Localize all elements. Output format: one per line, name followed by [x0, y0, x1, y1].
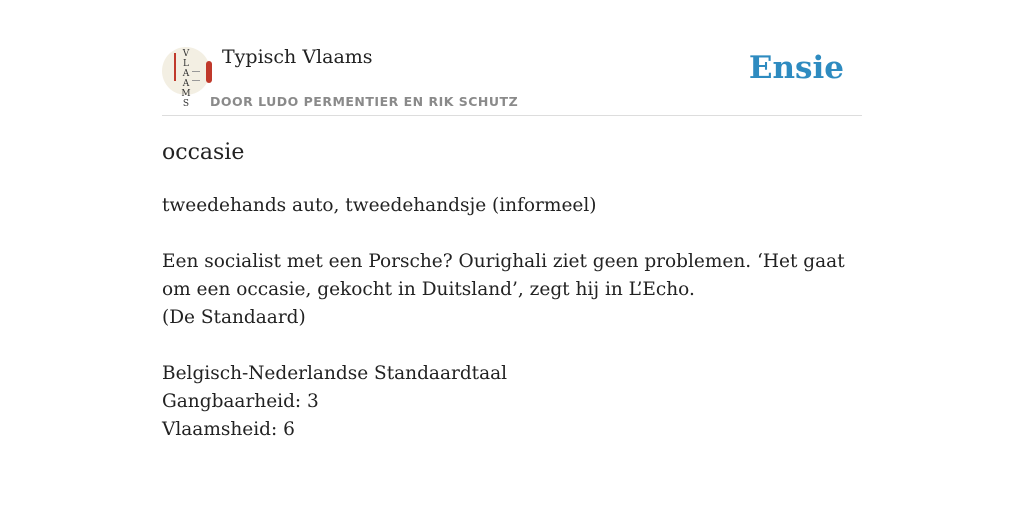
- book-cover-logo-icon[interactable]: [162, 47, 210, 109]
- entry-example: Een socialist met een Porsche? Ourighali ziet geen problemen. ‘Het gaat om een occasie, gekocht in Duitsland’, zegt hij in L’Echo.: [162, 251, 845, 300]
- logo-red-edge: [206, 61, 212, 83]
- authors-byline: DOOR LUDO PERMENTIER EN RIK SCHUTZ: [210, 94, 519, 109]
- site-title[interactable]: Typisch Vlaams: [222, 46, 373, 68]
- ensie-brand-logo[interactable]: Ensie: [748, 50, 844, 86]
- vlaamsheid-score: Vlaamsheid: 6: [162, 419, 295, 440]
- entry-headword: occasie: [162, 140, 245, 165]
- logo-text-lines: [192, 71, 200, 81]
- gangbaarheid-score: Gangbaarheid: 3: [162, 391, 319, 412]
- language-variant: Belgisch-Nederlandse Standaardtaal: [162, 363, 508, 384]
- card-header: [162, 0, 862, 116]
- entry-source: (De Standaard): [162, 307, 306, 328]
- logo-red-line: [174, 53, 176, 81]
- logo-letters: V L A A M S: [181, 49, 191, 109]
- dictionary-card: [162, 0, 862, 440]
- entry-definition: tweedehands auto, tweedehandsje (informeel): [162, 195, 597, 216]
